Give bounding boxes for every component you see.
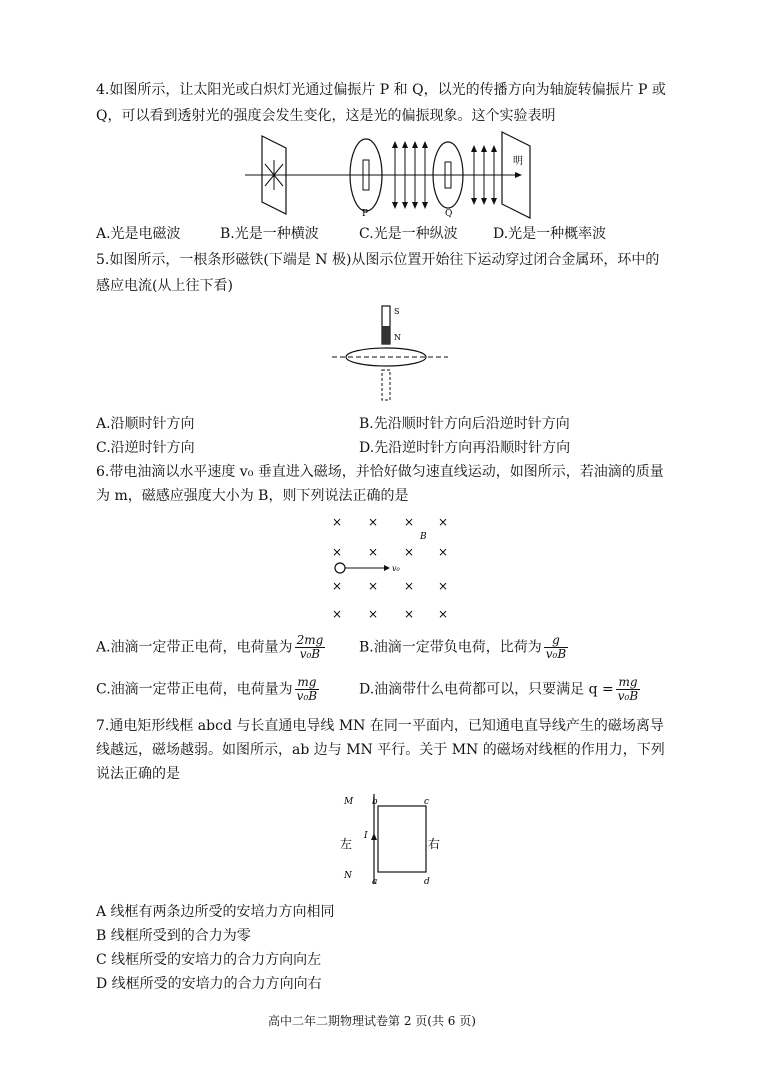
- page-footer: 高中二年二期物理试卷第 2 页(共 6 页): [268, 1014, 476, 1028]
- label-b: B: [420, 532, 427, 542]
- svg-text:×: ×: [368, 607, 379, 621]
- label-n: N: [344, 871, 352, 881]
- q6-magnetic-field-figure: [320, 508, 460, 622]
- q7-option-c: C 线框所受的安培力的合力方向向左: [96, 952, 322, 968]
- q5-line1: 5.如图所示，一根条形磁铁(下端是 N 极)从图示位置开始往下运动穿过闭合金属环，环中的: [96, 252, 660, 268]
- q7-line1: 7.通电矩形线框 abcd 与长直通电导线 MN 在同一平面内，已知通电直导线产生的磁场离导: [96, 718, 664, 734]
- label-p: P: [362, 209, 369, 219]
- rectangle-frame: [378, 806, 426, 872]
- label-m: M: [344, 797, 354, 807]
- svg-text:×: ×: [368, 579, 379, 593]
- q4-option-a: A.光是电磁波: [96, 226, 181, 242]
- q7-option-d: D 线框所受的安培力的合力方向向右: [96, 976, 322, 992]
- label-d: d: [424, 877, 430, 887]
- label-right: 右: [428, 837, 441, 851]
- label-bright: 明: [513, 156, 523, 167]
- current-arrow: [371, 833, 377, 840]
- q4-option-b: B.光是一种横波: [220, 226, 319, 242]
- svg-text:×: ×: [438, 545, 449, 559]
- magnet-final-position: [382, 370, 390, 400]
- q5-line2: 感应电流(从上往下看): [96, 278, 233, 294]
- label-v0: v₀: [392, 564, 400, 573]
- label-left: 左: [340, 837, 353, 851]
- q4-option-c: C.光是一种纵波: [359, 226, 458, 242]
- q7-line2: 线越远，磁场越弱。如图所示，ab 边与 MN 平行。关于 MN 的磁场对线框的作用力，下列: [96, 742, 665, 758]
- q5-magnet-figure: [330, 300, 450, 406]
- label-q: Q: [445, 209, 453, 219]
- q5-option-c: C.沿逆时针方向: [96, 440, 195, 456]
- label-a: a: [372, 877, 378, 887]
- svg-text:×: ×: [404, 579, 415, 593]
- q6-option-b: B.油滴一定带负电荷，比荷为 $\frac{g}{\text{v₀B}}$: [359, 633, 567, 661]
- svg-text:×: ×: [438, 515, 449, 529]
- label-s: S: [394, 307, 400, 316]
- svg-text:×: ×: [332, 545, 343, 559]
- q6-line2: 为 m，磁感应强度大小为 B，则下列说法正确的是: [96, 488, 409, 504]
- q7-line3: 说法正确的是: [96, 766, 180, 782]
- label-i: I: [364, 831, 368, 841]
- svg-text:×: ×: [368, 545, 379, 559]
- q4-line1: 4.如图所示，让太阳光或白炽灯光通过偏振片 P 和 Q，以光的传播方向为轴旋转偏振片 P 或: [96, 82, 666, 98]
- q4-polarizer-figure: [240, 128, 540, 220]
- q5-option-d: D.先沿逆时针方向再沿顺时针方向: [359, 440, 571, 456]
- label-c: c: [424, 797, 430, 807]
- q7-option-a: A 线框有两条边所受的安培力方向相同: [96, 904, 335, 920]
- q4-line2: Q，可以看到透射光的强度会发生变化，这是光的偏振现象。这个实验表明: [96, 108, 556, 124]
- q7-wire-frame-figure: [330, 790, 450, 890]
- svg-text:×: ×: [332, 607, 343, 621]
- q7-option-b: B 线框所受到的合力为零: [96, 928, 251, 944]
- svg-text:×: ×: [368, 515, 379, 529]
- svg-text:×: ×: [438, 607, 449, 621]
- svg-text:×: ×: [438, 579, 449, 593]
- q6-option-c: C.油滴一定带正电荷，电荷量为 $\frac{mg}{\text{v₀B}}$: [96, 675, 318, 703]
- label-b: b: [372, 797, 378, 807]
- q4-option-d: D.光是一种概率波: [493, 226, 607, 242]
- q6-option-a: A.油滴一定带正电荷，电荷量为 $\frac{2mg}{\text{v₀B}}$: [96, 633, 324, 661]
- svg-text:×: ×: [332, 515, 343, 529]
- svg-text:×: ×: [332, 579, 343, 593]
- label-n: N: [394, 333, 401, 342]
- svg-text:×: ×: [404, 607, 415, 621]
- q5-option-b: B.先沿顺时针方向后沿逆时针方向: [359, 416, 570, 432]
- q5-option-a: A.沿顺时针方向: [96, 416, 195, 432]
- q6-option-d: D.油滴带什么电荷都可以，只要满足 q = $\frac{mg}{\text{v₀B}}$: [359, 675, 639, 703]
- svg-text:×: ×: [404, 515, 415, 529]
- svg-text:×: ×: [404, 545, 415, 559]
- q6-line1: 6.带电油滴以水平速度 v₀ 垂直进入磁场，并恰好做匀速直线运动，如图所示，若油滴的质量: [96, 464, 664, 480]
- oil-drop: [335, 563, 345, 573]
